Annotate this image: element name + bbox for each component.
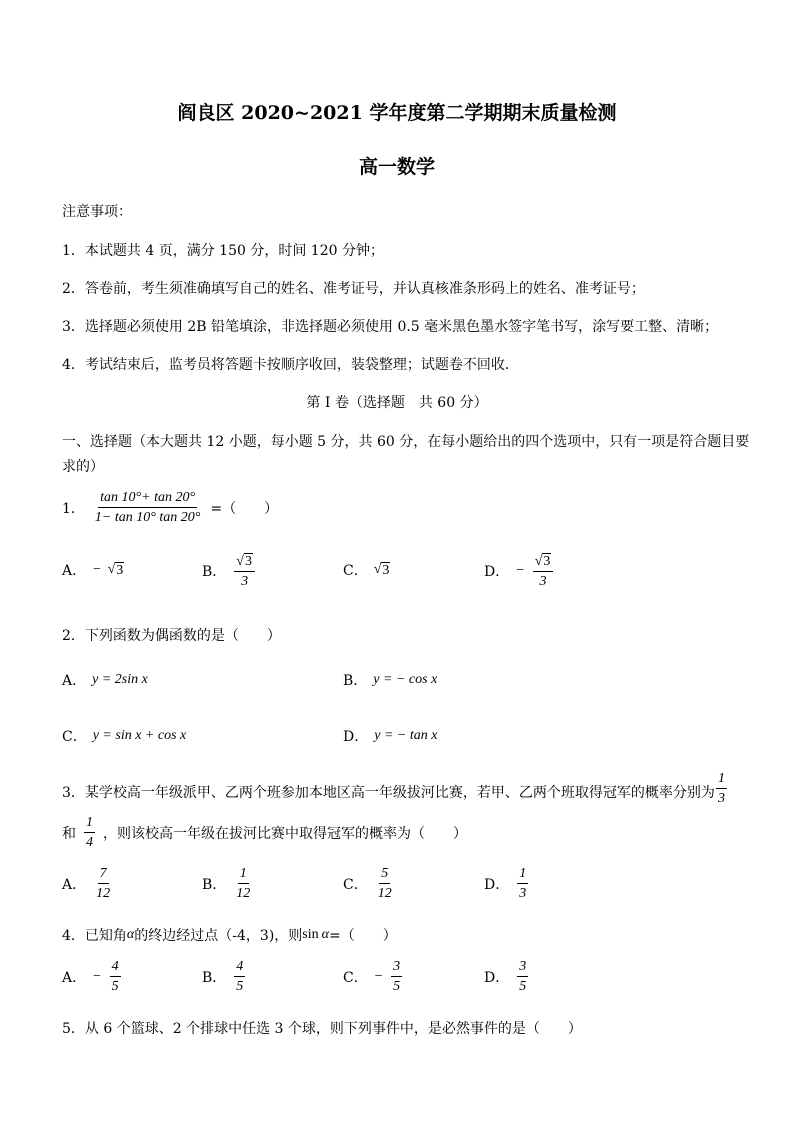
notice-item-4: 4．考试结束后，监考员将答题卡按顺序收回，装袋整理；试题卷不回收． [62,357,519,373]
numerator: 4 [110,959,121,977]
question-1-stem [62,490,278,526]
q2-option-c[interactable] [62,726,186,746]
fraction [234,866,252,902]
q1-option-d[interactable] [484,553,555,590]
q1-fraction [93,490,202,526]
denominator: 5 [111,979,119,995]
option-label: B． [343,673,368,689]
stem-text: 的终边经过点（-4，3)，则 [134,928,303,944]
sin-text: sin [302,927,319,942]
option-label: D． [484,969,510,986]
radicand: 3 [244,554,252,569]
option-label: D． [343,729,369,745]
q1-tail: =（ ） [210,500,279,517]
minus-sign: − [92,562,102,577]
q3-option-c[interactable] [343,866,396,902]
option-label: B． [202,876,227,893]
option-label: C． [343,969,368,986]
option-label: A． [62,673,87,689]
denominator: 5 [393,979,401,995]
q4-option-d[interactable] [484,959,530,995]
minus-sign: − [373,968,384,984]
question-number: 1． [62,500,85,517]
stem-text: =（ ） [329,928,397,944]
denominator: 12 [96,886,111,902]
fraction: √ 3 3 [533,553,554,590]
q3-fraction-1 [716,771,727,807]
subject-title: 高一数学 [358,156,435,178]
exam-title: 阎良区 2020~2021 学年度第二学期期末质量检测 [177,102,617,124]
minus-sign: − [92,968,102,984]
section-instructions-line2: 求的） [62,459,104,475]
q1-option-a[interactable] [62,560,124,580]
radicand: 3 [116,562,124,578]
option-label: D． [484,876,510,893]
question-3-line2 [62,815,467,851]
option-label: C． [343,876,368,893]
denominator: 5 [519,979,527,995]
alpha-symbol: α [126,927,135,942]
q1-numerator: tan 10°+ tan 20° [98,490,197,508]
question-3-stem: 3．某学校高一年级派甲、乙两个班参加本地区高一年级拔河比赛，若甲、乙两个班取得冠军的概率分别为 [62,785,715,801]
numerator: 4 [234,959,245,977]
stem-text: 和 [62,825,76,842]
denominator: 3 [519,886,527,902]
section-title: 第 I 卷（选择题 共 60 分） [306,395,488,411]
denominator: 3 [241,574,249,590]
option-text: y = 2sin x [92,672,148,687]
notice-item-1: 1．本试题共 4 页，满分 150 分，时间 120 分钟； [62,243,384,259]
q3-option-b[interactable] [202,866,254,902]
q1-option-c[interactable] [343,560,390,580]
denominator: 12 [377,886,392,902]
notice-heading: 注意事项： [62,204,132,220]
section-instructions-line1: 一、选择题（本大题共 12 小题，每小题 5 分，共 60 分，在每小题给出的四个选项中，只有一项是符合题目要 [62,434,750,450]
numerator: 7 [98,866,109,884]
option-label: C． [343,563,368,579]
q4-option-a[interactable] [62,959,123,995]
radicand: 3 [382,562,390,578]
alpha-symbol: α [321,927,329,942]
fraction [234,959,245,995]
minus-sign: − [515,563,525,579]
option-label: A． [62,876,87,893]
numerator: 1 [716,771,727,789]
q1-option-b[interactable] [202,553,257,590]
denominator: 3 [718,791,725,807]
fraction [517,959,528,995]
option-label: A． [62,969,87,986]
fraction [517,866,528,902]
question-5-stem: 5．从 6 个篮球、2 个排球中任选 3 个球，则下列事件中，是必然事件的是（ ） [62,1021,582,1037]
sqrt-expression: √ 3 [373,562,390,578]
option-label: B． [202,969,227,986]
option-label: B． [202,564,227,581]
q2-option-b[interactable] [343,670,437,690]
question-4-stem [62,925,397,945]
denominator: 3 [539,574,547,590]
fraction [110,959,121,995]
fraction [376,866,394,902]
numerator: 5 [379,866,390,884]
option-text: y = − cos x [373,672,438,687]
q2-option-a[interactable] [62,670,148,690]
fraction [94,866,112,902]
option-text: y = − tan x [374,728,438,743]
notice-item-2: 2．答卷前，考生须准确填写自己的姓名、准考证号，并认真核准条形码上的姓名、准考证号； [62,281,645,297]
fraction [391,959,402,995]
sqrt-expression: √ 3 [107,562,124,578]
numerator: 3 [517,959,528,977]
q2-option-d[interactable] [343,726,437,746]
q4-option-b[interactable] [202,959,247,995]
numerator: 1 [238,866,249,884]
numerator: 3 [391,959,402,977]
q4-option-c[interactable] [343,959,404,995]
option-label: C． [62,729,87,745]
q3-option-d[interactable] [484,866,530,902]
numerator: 1 [517,866,528,884]
q3-fraction-2 [84,815,95,851]
q1-denominator: 1− tan 10° tan 20° [94,510,201,526]
radicand: 3 [543,554,551,569]
numerator: 1 [84,815,95,833]
option-label: A． [62,563,87,579]
q3-option-a[interactable] [62,866,114,902]
stem-text: 4．已知角 [62,928,127,944]
denominator: 12 [236,886,251,902]
denominator: 4 [86,835,93,851]
notice-item-3: 3．选择题必须使用 2B 铅笔填涂，非选择题必须使用 0.5 毫米黑色墨水签字笔书写，涂写要工整、清晰； [62,319,719,335]
denominator: 5 [236,979,244,995]
option-label: D． [484,564,510,581]
stem-text: ，则该校高一年级在拔河比赛中取得冠军的概率为（ ） [103,825,467,842]
option-text: y = sin x + cos x [92,728,187,743]
fraction: √ 3 3 [234,553,255,590]
question-2-stem: 2．下列函数为偶函数的是（ ） [62,628,281,644]
